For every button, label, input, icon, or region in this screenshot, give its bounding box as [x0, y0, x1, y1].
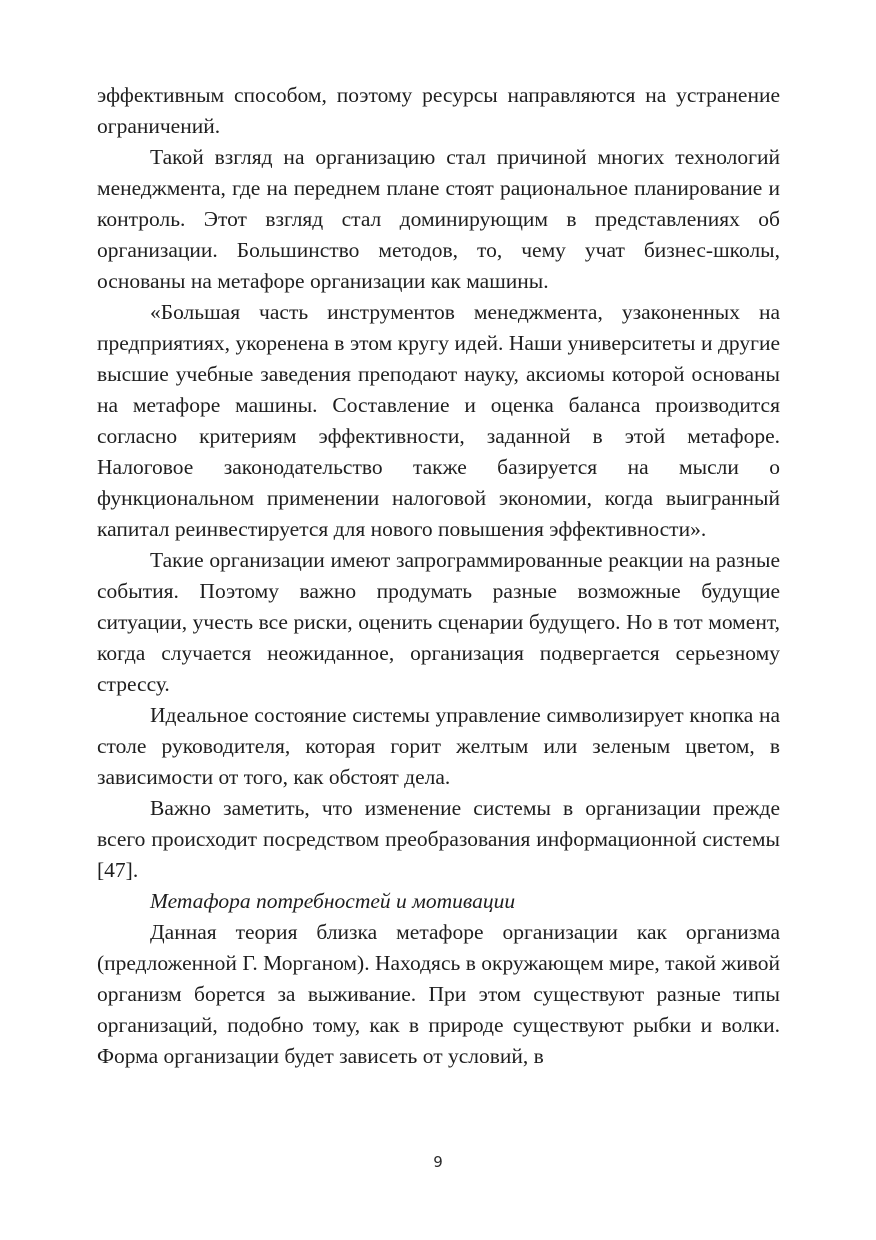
- page-number: 9: [433, 1153, 443, 1171]
- paragraph-continuation: эффективным способом, поэтому ресурсы направляются на устранение ограничений.: [97, 83, 780, 138]
- paragraph-programmed-reactions: Такие организации имеют запрограммированные реакции на разные события. Поэтому важно продумать разные возможные будущие ситуации, учесть все риски, оценить сценарии будущего. Но в тот момент, когда случается неожиданное, организация подвергается серьезному стрессу.: [97, 548, 780, 696]
- paragraph-information-system: Важно заметить, что изменение системы в организации прежде всего происходит посредством преобразования информационной системы [47].: [97, 796, 780, 882]
- paragraph-quote: «Большая часть инструментов менеджмента, узаконенных на предприятиях, укоренена в этом кругу идей. Наши университеты и другие высшие учебные заведения преподают науку, аксиомы которой основаны на метафоре машины. Составление и оценка баланса производится согласно критериям эффективности, заданной в этой метафоре. Налоговое законодательство также базируется на мысли о функциональном применении налоговой экономии, когда выигранный капитал реинвестируется для нового повышения эффективности».: [97, 300, 780, 541]
- body-text: [97, 80, 780, 1072]
- paragraph-ideal-state: Идеальное состояние системы управление символизирует кнопка на столе руководителя, которая горит желтым или зеленым цветом, в зависимости от того, как обстоят дела.: [97, 703, 780, 789]
- section-heading: Метафора потребностей и мотивации: [150, 889, 516, 913]
- paragraph-organism-metaphor: Данная теория близка метафоре организации как организма (предложенной Г. Морганом). Находясь в окружающем мире, такой живой организм борется за выживание. При этом существуют разные типы организаций, подобно тому, как в природе существуют рыбки и волки. Форма организации будет зависеть от условий, в: [97, 920, 780, 1068]
- paragraph-management-view: Такой взгляд на организацию стал причиной многих технологий менеджмента, где на переднем плане стоят рациональное планирование и контроль. Этот взгляд стал доминирующим в представлениях об организации. Большинство методов, то, чему учат бизнес-школы, основаны на метафоре организации как машины.: [97, 145, 780, 293]
